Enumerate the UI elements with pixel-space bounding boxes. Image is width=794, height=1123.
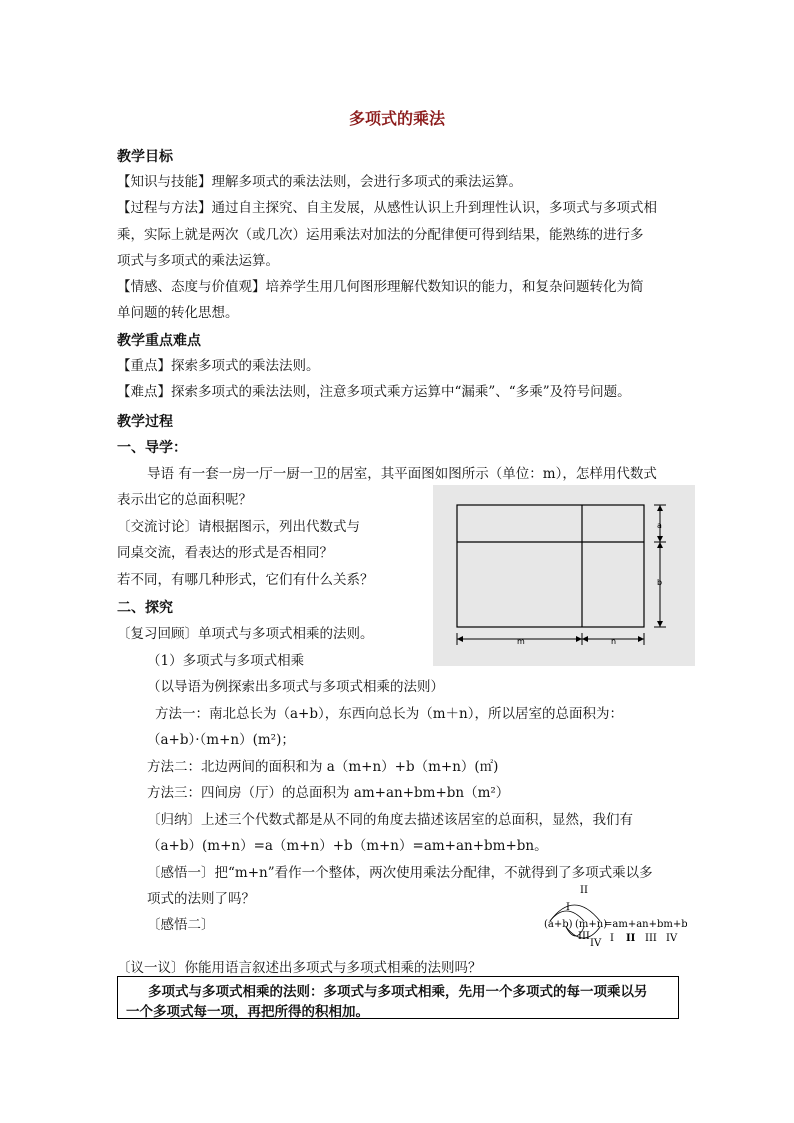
section-heading-goals: 教学目标 xyxy=(117,149,173,165)
subsection-1-title: （1）多项式与多项式相乘 xyxy=(147,653,305,669)
review-text: 〔复习回顾〕单项式与多项式相乘的法则。 xyxy=(117,626,374,642)
result-label-4: IV xyxy=(666,933,678,944)
arc-label-2: II xyxy=(580,885,588,896)
goal-emotion-line2: 单问题的转化思想。 xyxy=(117,305,239,321)
summary-line1: 〔归纳〕上述三个代数式都是从不同的角度去描述该居室的总面积，显然，我们有 xyxy=(147,812,633,828)
goal-process-line1: 【过程与方法】通过自主探究、自主发展，从感性认识上升到理性认识，多项式与多项式相 xyxy=(117,200,657,216)
discuss-line1: 〔交流讨论〕请根据图示，列出代数式与 xyxy=(117,519,360,535)
goal-emotion-line1: 【情感、态度与价值观】培养学生用几何图形理解代数知识的能力，和复杂问题转化为简 xyxy=(117,279,644,295)
difficult-point: 【难点】探索多项式的乘法法则，注意多项式乘方运算中“漏乘”、“多乘”及符号问题。 xyxy=(117,384,631,400)
part-one-heading: 一、导学： xyxy=(117,440,187,456)
insight-one-line1: 〔感悟一〕把“m+n”看作一个整体，两次使用乘法分配律，不就得到了多项式乘以多 xyxy=(147,865,653,881)
rule-box xyxy=(117,976,679,1019)
arc-label-3: III xyxy=(578,931,590,942)
summary-line2: （a+b）(m+n）=a（m+n）+b（m+n）=am+an+bm+bn。 xyxy=(147,838,548,854)
rule-line2: 一个多项式每一项，再把所得的积相加。 xyxy=(126,1004,369,1020)
label-n: n xyxy=(611,637,617,646)
floor-plan-outline xyxy=(457,505,644,627)
section-heading-process: 教学过程 xyxy=(117,414,173,430)
insight-one-line2: 项式的法则了吗？ xyxy=(147,891,255,907)
goal-process-line2: 乘，实际上就是两次（或几次）运用乘法对加法的分配律便可得到结果，能熟练的进行多 xyxy=(117,227,644,243)
intro-line1: 导语 有一套一房一厅一厨一卫的居室，其平面图如图所示（单位：m），怎样用代数式 xyxy=(147,466,657,482)
label-b: b xyxy=(657,578,663,587)
goal-process-line3: 项式与多项式的乘法运算。 xyxy=(117,253,279,269)
label-a: a xyxy=(657,521,662,530)
arc-label-1: I xyxy=(566,902,570,913)
distribution-diagram-svg xyxy=(542,883,687,949)
method-one: 方法一：南北总长为（a+b），东西向总长为（m＋n），所以居室的总面积为： xyxy=(155,706,623,722)
method-two: 方法二：北边两间的面积和为 a（m+n）+b（m+n）(㎡) xyxy=(147,759,499,775)
discuss-line2: 同桌交流，看表达的形式是否相同？ xyxy=(117,545,333,561)
result-label-1: I xyxy=(610,933,614,944)
section-heading-keys: 教学重点难点 xyxy=(117,333,201,349)
arc-label-4: IV xyxy=(590,938,602,949)
factor-left: (a+b) xyxy=(544,919,573,930)
debate-prompt: 〔议一议〕你能用语言叙述出多项式与多项式相乘的法则吗？ xyxy=(117,960,482,976)
distribution-diagram xyxy=(542,883,687,953)
goal-knowledge: 【知识与技能】理解多项式的乘法法则，会进行多项式的乘法运算。 xyxy=(117,174,522,190)
key-point: 【重点】探索多项式的乘法法则。 xyxy=(117,358,320,374)
floor-plan-figure xyxy=(433,485,695,666)
intro-line2: 表示出它的总面积呢？ xyxy=(117,492,252,508)
label-m: m xyxy=(517,637,525,646)
result-label-2: II xyxy=(626,933,636,944)
discuss-line3: 若不同，有哪几种形式，它们有什么关系？ xyxy=(117,572,374,588)
method-three: 方法三：四间房（厅）的总面积为 am+an+bm+bn（m²） xyxy=(147,785,510,801)
rule-line1: 多项式与多项式相乘的法则：多项式与多项式相乘，先用一个多项式的每一项乘以另 xyxy=(148,984,648,1000)
floor-plan-svg xyxy=(433,485,695,666)
subsection-1-note: （以导语为例探索出多项式与多项式相乘的法则） xyxy=(147,679,444,695)
page-title: 多项式的乘法 xyxy=(348,109,445,128)
insight-two: 〔感悟二〕 xyxy=(147,917,215,933)
part-two-heading: 二、探究 xyxy=(117,600,173,616)
expansion-result: =am+an+bm+bn xyxy=(604,919,687,930)
factor-right: (m+n) xyxy=(575,919,608,930)
result-label-3: III xyxy=(645,933,657,944)
method-one-expression: （a+b）·（m+n）(m²)； xyxy=(147,732,295,748)
